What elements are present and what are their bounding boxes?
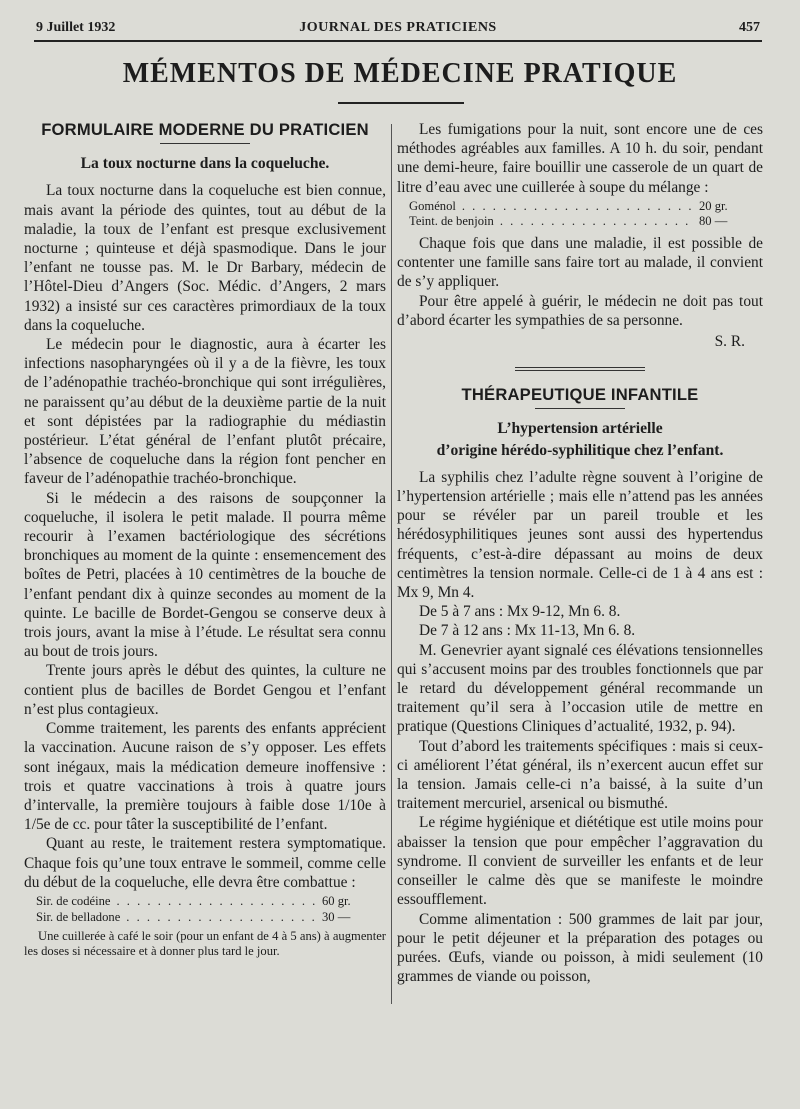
signature: S. R.: [714, 333, 745, 351]
paragraph: La syphilis chez l’adulte règne souvent à l’origine de l’hypertension artérielle ; mais elle n’attend pas les années pour se révéler par un pareil trouble et les hérédosyphilitiques jeunes sont aussi des hypertendus fréquents, c’est-à-dire dépassant au moins de deux centimètres la tension normale. Celle-ci de 1 à 4 ans est : Mx 9, Mn 4.: [397, 468, 763, 602]
prescription-row: [409, 199, 763, 215]
paragraph: Chaque fois que dans une maladie, il est possible de contenter une famille sans faire tort au malade, il convient de s’y appliquer.: [397, 235, 763, 291]
page-number: 457: [739, 20, 760, 35]
ingredient-quantity: 80 —: [699, 214, 728, 229]
ingredient-name: Sir. de codéine: [36, 893, 111, 908]
section-rule: [535, 408, 625, 409]
ingredient-name: Goménol: [409, 198, 456, 213]
paragraph: Le médecin pour le diagnostic, aura à écarter les infections nasopharyngées où il y a de la fièvre, les toux de l’adénopathie trachéo-bronchique qui sont irrégulières, ne paraissent qu’au début de la deuxième partie de la nuit et sont dépistées par la radiographie du médiastin postérieur. L’état général de l’enfant plutôt précaire, l’absence de coqueluche dans la région font pencher en faveur de l’adénopathie trachéo-bronchique.: [24, 336, 386, 488]
leader-dots: [462, 199, 693, 215]
paragraph: Les fumigations pour la nuit, sont encore une de ces méthodes agréables aux familles. A 10 h. du soir, pendant une demi-heure, faire bouillir une casserole de un quart de litre d’eau avec une cuillerée à soupe du mélange :: [397, 121, 763, 196]
paragraph: La toux nocturne dans la coqueluche est bien connue, mais avant la période des quintes, tout au début de la maladie, la toux de l’enfant est presque exclusivement nocturne ; quinteuse et déjà spasmodique. Dans le jour l’enfant ne tousse pas. M. le Dr Barbary, médecin de l’Hôtel-Dieu d’Angers (Soc. Médic. d’Angers, 2 mars 1932) a insisté sur ces caractères primordiaux de la toux dans la coqueluche.: [24, 182, 386, 334]
prescription-row: [409, 214, 763, 230]
paragraph: Comme traitement, les parents des enfants apprécient la vaccination. Aucune raison de s’y opposer. Les effets sont inégaux, mais la médication demeure inoffensive : trois et quatre vaccinations à trois à quatre jours d’intervalle, la première toujours à faible dose 1/10e à 1/5e de cc. pour tâter la susceptibilité de l’enfant.: [24, 720, 386, 834]
ingredient-quantity: 20 gr.: [699, 198, 728, 213]
prescription-row: [36, 894, 386, 910]
ingredient-name: Teint. de benjoin: [409, 214, 494, 229]
section-heading: THÉRAPEUTIQUE INFANTILE: [461, 385, 699, 405]
dosage-note: Une cuillerée à café le soir (pour un enfant de 4 à 5 ans) à augmenter les doses si nécessaire et à donner plus tard le jour.: [24, 929, 386, 958]
article-title-line2: d’origine hérédo-syphilitique chez l’enfant.: [436, 441, 724, 459]
title-rule: [338, 102, 464, 104]
paragraph: Pour être appelé à guérir, le médecin ne doit pas tout d’abord écarter les sympathies de sa personne.: [397, 292, 763, 329]
ingredient-quantity: 60 gr.: [322, 893, 351, 908]
leader-dots: [500, 214, 693, 230]
paragraph: Tout d’abord les traitements spécifiques : mais si ceux-ci améliorent l’état général, ils n’exercent aucun effet sur la tension. Jamais celle-ci n’a baissé, à la suite d’un traitement mercuriel, arsenical ou bismuthé.: [397, 737, 763, 813]
running-header: [36, 18, 760, 40]
prescription-list: [36, 894, 386, 925]
ingredient-quantity: 30 —: [322, 909, 351, 924]
section-separator: [515, 367, 645, 371]
paragraph: Trente jours après le début des quintes, la culture ne contient plus de bacilles de Bordet Gengou et l’enfant n’est plus contagieux.: [24, 662, 386, 718]
column-divider: [391, 124, 392, 1004]
section-rule: [160, 143, 250, 144]
paragraph: De 5 à 7 ans : Mx 9-12, Mn 6. 8.: [419, 603, 621, 621]
header-date: 9 Juillet 1932: [36, 20, 116, 35]
paragraph: Comme alimentation : 500 grammes de lait par jour, pour le petit déjeuner et la préparation des potages ou purées. Œufs, viande ou poisson, à midi seulement (10 grammes de viande ou poisson,: [397, 910, 763, 986]
header-journal: JOURNAL DES PRATICIENS: [299, 20, 497, 35]
section-heading: FORMULAIRE MODERNE DU PRATICIEN: [41, 120, 369, 139]
page-title: MÉMENTOS DE MÉDECINE PRATIQUE: [122, 58, 678, 89]
leader-dots: [126, 910, 316, 926]
article-title: L’hypertension artérielle: [497, 420, 663, 438]
article-title: La toux nocturne dans la coqueluche.: [80, 155, 330, 173]
paragraph: Quant au reste, le traitement restera symptomatique. Chaque fois qu’une toux entrave le sommeil, comme celle du début de la coqueluche, elle devra être combattue :: [24, 835, 386, 891]
leader-dots: [117, 894, 317, 910]
ingredient-name: Sir. de belladone: [36, 909, 121, 924]
paragraph: Le régime hygiénique et diététique est utile moins pour abaisser la tension que pour empêcher l’aggravation du syndrome. Il convient de surveiller les enfants et de leur conseiller le calme dès que se manifeste le moindre essoufflement.: [397, 814, 763, 909]
right-column: [397, 120, 763, 986]
paragraph: De 7 à 12 ans : Mx 11-13, Mn 6. 8.: [419, 622, 636, 640]
paragraph: Si le médecin a des raisons de soupçonner la coqueluche, il isolera le petit malade. Il pourra même recourir à l’examen bactériologique des sécrétions bronchiques au moment de la quinte : ensemencement des boîtes de Petri, placées à 10 centimètres de la bouche de l’enfant pendant dix à quinze secondes au moment de la quinte. Le bacille de Bordet-Gengou se conserve deux à trois jours, avant la mise à l’étude. Le résultat sera connu au bout de trois jours.: [24, 489, 386, 661]
header-rule: [34, 40, 762, 42]
left-column: [24, 120, 386, 958]
paragraph: M. Genevrier ayant signalé ces élévations tensionnelles qui s’accusent moins par des troubles fonctionnels que par le retard du développement général recommande un traitement qu’il sera à l’occasion utile de mettre en pratique (Questions Cliniques d’actualité, 1932, p. 94).: [397, 641, 763, 736]
prescription-list: [409, 199, 763, 230]
prescription-row: [36, 910, 386, 926]
